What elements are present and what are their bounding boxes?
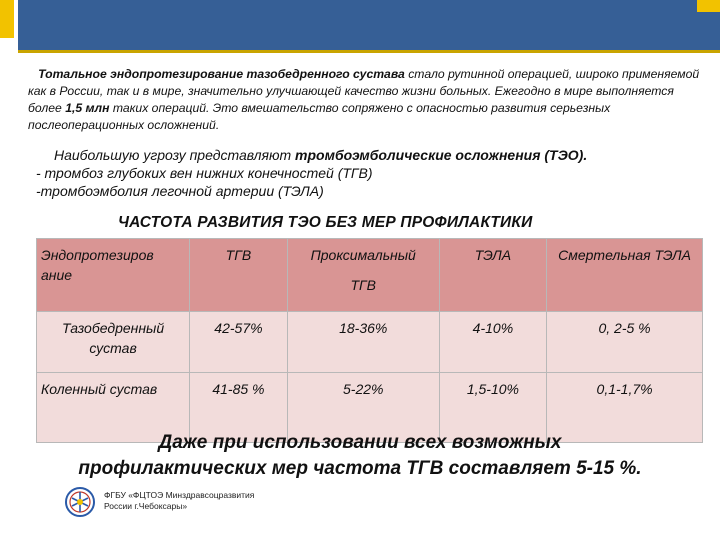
- table-header-row: [37, 239, 703, 312]
- table-cell: 1,5-10%: [439, 373, 546, 443]
- table-cell: 0,1-1,7%: [547, 373, 703, 443]
- conclusion-line-1: Даже при использовании всех возможных: [158, 432, 562, 453]
- threat-line-tela: -тромбоэмболия легочной артерии (ТЭЛА): [36, 183, 324, 199]
- org-line-2: России г.Чебоксары»: [104, 501, 188, 511]
- header-cell: ТЭЛА: [439, 239, 546, 312]
- intro-paragraph: [28, 66, 700, 134]
- table-cell: 4-10%: [439, 312, 546, 373]
- header-cell-line: Проксимальный: [310, 247, 416, 263]
- header-cell: ТГВ: [190, 239, 288, 312]
- table-cell: 18-36%: [287, 312, 439, 373]
- intro-bold-number: 1,5 млн: [65, 101, 110, 115]
- table-cell: 42-57%: [190, 312, 288, 373]
- threat-bold: тромбоэмболические осложнения (ТЭО).: [295, 147, 588, 163]
- header-cell-line: ТГВ: [350, 277, 376, 293]
- row-label: Коленный сустав: [37, 373, 190, 443]
- header-bar: [18, 0, 720, 50]
- table-row: [37, 312, 703, 373]
- org-line-1: ФГБУ «ФЦТОЭ Минздравсоцразвития: [104, 490, 255, 500]
- organization-name: [104, 490, 254, 512]
- corner-accent: [0, 0, 14, 38]
- row-label: Тазобедренный сустав: [37, 312, 190, 373]
- table-cell: 41-85 %: [190, 373, 288, 443]
- threat-block: [36, 146, 696, 200]
- header-cell: Эндопротезиров ание: [37, 239, 190, 312]
- organization-logo: [64, 486, 96, 518]
- threat-lead: Наибольшую угрозу представляют: [54, 147, 296, 163]
- frequency-table: [36, 238, 703, 443]
- conclusion: [0, 430, 720, 482]
- table-title: ЧАСТОТА РАЗВИТИЯ ТЭО БЕЗ МЕР ПРОФИЛАКТИКИ: [118, 214, 533, 231]
- table-cell: 0, 2-5 %: [547, 312, 703, 373]
- corner-accent-right: [697, 0, 720, 12]
- threat-line-tgv: - тромбоз глубоких вен нижних конечностей (ТГВ): [36, 165, 373, 181]
- header-stripe: [18, 50, 720, 53]
- intro-bold: Тотальное эндопротезирование тазобедренного сустава: [38, 67, 405, 81]
- conclusion-line-2: профилактических мер частота ТГВ составляет 5-15 %.: [78, 458, 642, 479]
- header-cell: Смертельная ТЭЛА: [547, 239, 703, 312]
- table-cell: 5-22%: [287, 373, 439, 443]
- header-cell: [287, 239, 439, 312]
- intro-text-2: таких операций. Это вмешательство сопряжено с опасностью развития серьезных послеоперационных осложнений.: [28, 101, 611, 132]
- intro-text-1: стало рутинной операцией, широко применяемой как в России, так и в мире, значительно улучшающей качество жизни больных. Ежегодно в мире выполняется более: [28, 67, 700, 115]
